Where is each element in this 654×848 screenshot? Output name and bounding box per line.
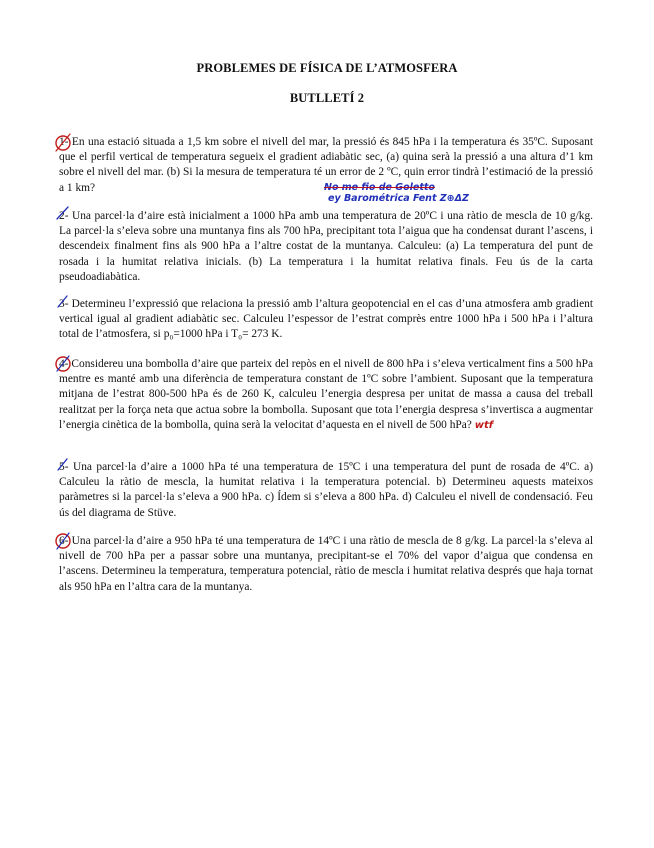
document-title: PROBLEMES DE FÍSICA DE L’ATMOSFERA	[196, 61, 458, 75]
problem-number: 1	[59, 136, 65, 148]
document-subtitle: BUTLLETÍ 2	[289, 91, 365, 105]
problem-text: - Una parcel·la d’aire a 1000 hPa té una temperatura de 15ºC i una temperatura del punt de rosada de 4ºC. a) Calculeu la ràtio de mescla, la humitat relativa i la temperatura potencial. b) Determineu aquests mateixos paràmetres si la parcel·la s’eleva a 900 hPa. c) Ídem si s’eleva a 800 hPa. d) Calculeu el nivell de condensació. Feu ús del diagrama de Stüve.	[59, 461, 593, 519]
problem-number: 5	[59, 461, 65, 473]
problem-number: 3	[59, 298, 65, 310]
problem-number: 6	[59, 535, 65, 547]
problem-text: - Considereu una bombolla d’aire que parteix del repòs en el nivell de 800 hPa i s’eleva verticalment fins a 500 hPa mentre es manté amb una diferència de temperatura constant de 1ºC sobre l’ambient. Suposant que la temperatura mitjana de l’estrat 800-500 hPa és de 260 K, calculeu l’energia despresa per unitat de massa a causa del treball realitzat per la força neta que actua sobre la bombolla. Suposant que tota l’energia despresa s’invertisca a augmentar l’energia cinètica de la bombolla, quina serà la velocitat d’aquesta en el nivell de 500 hPa?	[59, 358, 593, 431]
problem-text: - Una parcel·la d’aire a 950 hPa té una temperatura de 14ºC i una ràtio de mescla de 8 g/kg. La parcel·la s’eleva al nivell de 700 hPa per a passar sobre una muntanya, precipitant-se el 70% del vapor d’aigua que condensa en l’ascens. Determineu la temperatura, temperatura potencial, ràtio de mescla i humitat relativa després que haja tornat als 950 hPa en l’altra cara de la muntanya.	[59, 535, 593, 593]
problem-6	[59, 534, 593, 595]
problem-5	[59, 460, 593, 521]
problem-text: - Una parcel·la d’aire està inicialment a 1000 hPa amb una temperatura de 20ºC i una ràtio de mescla de 10 g/kg. La parcel·la s’eleva sobre una muntanya fins als 700 hPa, precipitant tota l’aigua que ha condensat durant l’ascens, i descendeix finalment fins als 900 hPa a l’altre costat de la muntanya. Calculeu: (a) La temperatura del punt de rosada i la humitat relativa inicials. (b) La temperatura i la humitat relativa finals. Feu ús de la carta pseudoadiabàtica.	[59, 210, 593, 283]
problem-4	[59, 357, 593, 433]
handwritten-wtf: wtf	[474, 419, 494, 431]
problem-text: - Determineu l’expressió que relaciona la pressió amb l’altura geopotencial en el cas d’una atmosfera amb gradient vertical igual al gradient adiabàtic sec. Calculeu l’espessor de l’estrat comprès entre 1000 hPa i 500 hPa i l’altura total de l’atmosfera, si p₀=1000 hPa i T₀= 273 K.	[59, 298, 593, 341]
problem-2	[59, 209, 593, 285]
handwritten-note-line1: No me fio de Goletto	[324, 182, 435, 193]
problem-3	[59, 297, 593, 343]
problem-number: 2	[59, 210, 65, 222]
handwritten-note-line2: ey Barométrica Fent Z⊕ΔZ	[328, 193, 469, 204]
problem-number: 4	[59, 358, 65, 370]
problem-text: - En una estació situada a 1,5 km sobre el nivell del mar, la pressió és 845 hPa i la temperatura és 35ºC. Suposant que el perfil vertical de temperatura segueix el gradient adiabàtic sec, (a) quina serà la pressió a una altura d’1 km sobre el nivell del mar. (b) Si la mesura de temperatura té un error de 2 ºC, quin error tindrà l’estimació de la pressió a 1 km?	[59, 136, 593, 194]
